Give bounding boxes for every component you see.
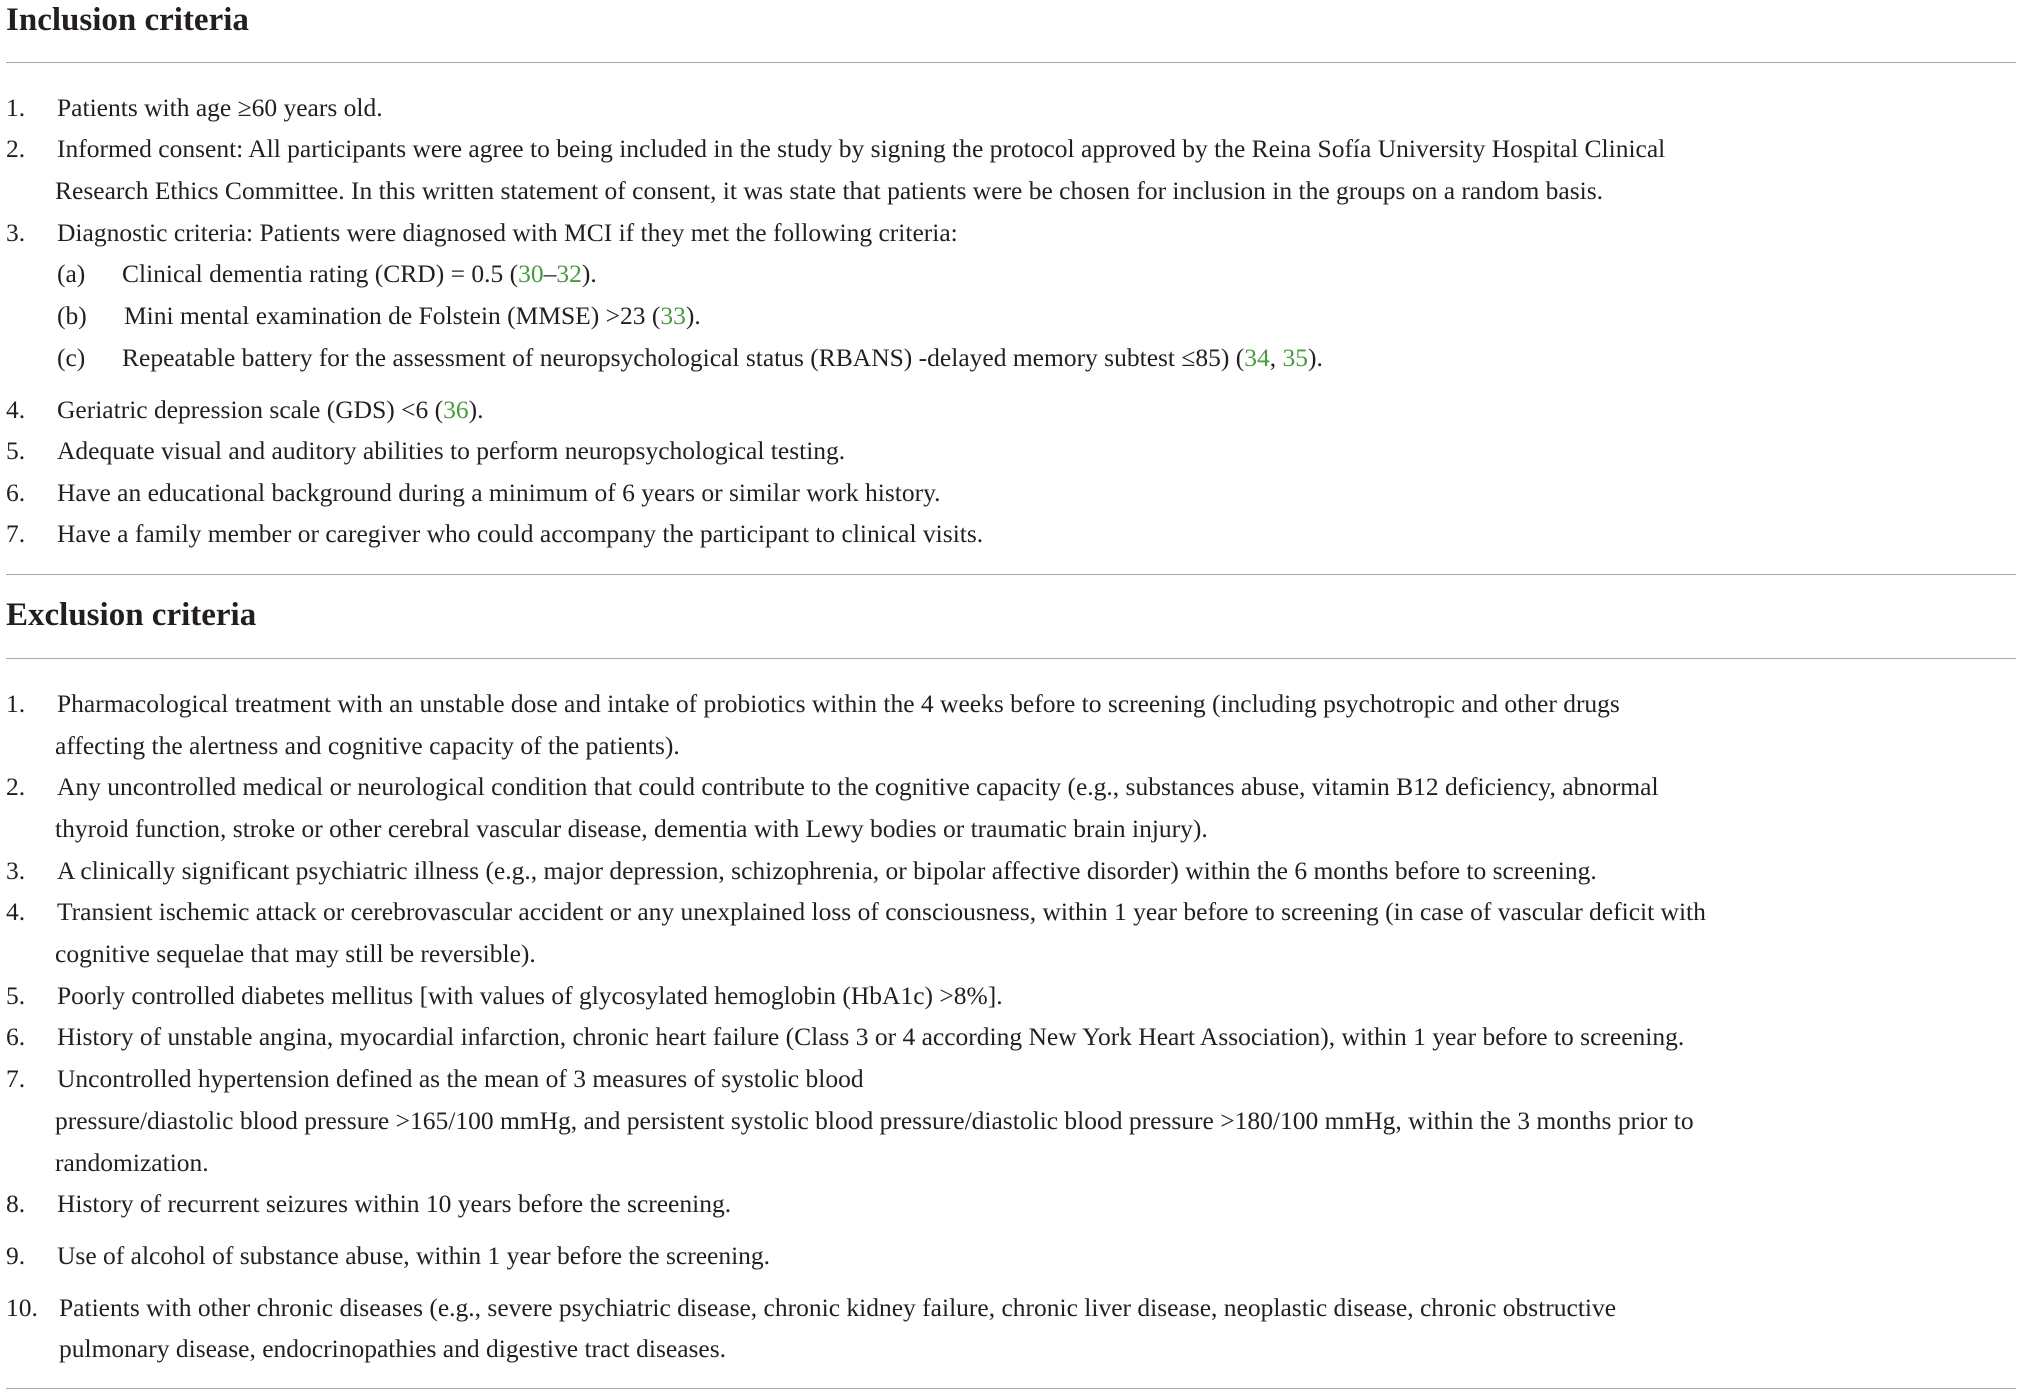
reference-link[interactable]: 34 — [1244, 343, 1270, 372]
item-number: 8. — [6, 1189, 26, 1218]
inclusion-heading-divider — [6, 62, 2016, 63]
section-divider — [6, 574, 2016, 575]
item-text: Diagnostic criteria: Patients were diagnosed with MCI if they met the following criteria: — [57, 218, 958, 247]
item-text: Poorly controlled diabetes mellitus [with values of glycosylated hemoglobin (HbA1c) >8%]. — [57, 981, 1003, 1010]
table-bottom-divider — [6, 1388, 2016, 1389]
exclusion-heading-divider — [6, 658, 2016, 659]
item-number: 4. — [6, 395, 26, 424]
item-text: Informed consent: All participants were agree to being included in the study by signing the protocol approved by the Reina Sofía University Hospital Clinical — [57, 134, 1666, 163]
item-number: 7. — [6, 1064, 26, 1093]
inclusion-heading: Inclusion criteria — [6, 2, 249, 38]
reference-link[interactable]: 30 — [518, 259, 544, 288]
item-number: 4. — [6, 897, 26, 926]
item-text: Patients with other chronic diseases (e.g., severe psychiatric disease, chronic kidney failure, chronic liver disease, neoplastic disease, chronic obstructive — [59, 1293, 1617, 1322]
subitem-label: (b) — [57, 301, 87, 330]
item-text: Transient ischemic attack or cerebrovascular accident or any unexplained loss of consciousness, within 1 year before to screening (in case of vascular deficit with — [57, 897, 1706, 926]
reference-link[interactable]: 36 — [443, 395, 469, 424]
item-text: Pharmacological treatment with an unstable dose and intake of probiotics within the 4 weeks before to screening (including psychotropic and other drugs — [57, 689, 1620, 718]
item-text-continuation: Research Ethics Committee. In this written statement of consent, it was state that patients were be chosen for inclusion in the groups on a random basis. — [55, 176, 1604, 205]
item-text-continuation: pressure/diastolic blood pressure >165/100 mmHg, and persistent systolic blood pressure/diastolic blood pressure >180/100 mmHg, within the 3 months prior to — [55, 1106, 1694, 1135]
item-number: 9. — [6, 1241, 26, 1270]
subitem-text: Repeatable battery for the assessment of neuropsychological status (RBANS) -delayed memory subtest ≤85) (34, 35). — [122, 343, 1323, 372]
item-text: A clinically significant psychiatric illness (e.g., major depression, schizophrenia, or bipolar affective disorder) within the 6 months before to screening. — [57, 856, 1597, 885]
item-text: Patients with age ≥60 years old. — [57, 93, 383, 122]
item-text: Uncontrolled hypertension defined as the mean of 3 measures of systolic blood — [57, 1064, 864, 1093]
item-text-continuation: thyroid function, stroke or other cerebral vascular disease, dementia with Lewy bodies or traumatic brain injury). — [55, 814, 1208, 843]
reference-link[interactable]: 32 — [556, 259, 582, 288]
reference-link[interactable]: 35 — [1282, 343, 1308, 372]
item-text: Have an educational background during a minimum of 6 years or similar work history. — [57, 478, 941, 507]
subitem-text: Mini mental examination de Folstein (MMSE) >23 (33). — [124, 301, 701, 330]
item-number: 6. — [6, 478, 26, 507]
item-number: 2. — [6, 134, 26, 163]
item-text-continuation: affecting the alertness and cognitive capacity of the patients). — [55, 731, 680, 760]
item-number: 2. — [6, 772, 26, 801]
item-text: History of unstable angina, myocardial infarction, chronic heart failure (Class 3 or 4 according New York Heart Association), within 1 year before to screening. — [57, 1022, 1685, 1051]
item-number: 5. — [6, 436, 26, 465]
exclusion-heading: Exclusion criteria — [6, 597, 257, 633]
item-number: 6. — [6, 1022, 26, 1051]
item-text: Use of alcohol of substance abuse, within 1 year before the screening. — [57, 1241, 771, 1270]
item-number: 3. — [6, 856, 26, 885]
item-text: Adequate visual and auditory abilities to perform neuropsychological testing. — [57, 436, 846, 465]
item-text-continuation: pulmonary disease, endocrinopathies and digestive tract diseases. — [59, 1334, 727, 1363]
item-number: 3. — [6, 218, 26, 247]
item-number: 1. — [6, 689, 26, 718]
reference-link[interactable]: 33 — [660, 301, 686, 330]
subitem-label: (a) — [57, 259, 86, 288]
item-text: Geriatric depression scale (GDS) <6 (36). — [57, 395, 484, 424]
subitem-label: (c) — [57, 343, 86, 372]
item-text: Have a family member or caregiver who could accompany the participant to clinical visits. — [57, 519, 984, 548]
item-text-continuation: cognitive sequelae that may still be reversible). — [55, 939, 536, 968]
subitem-text: Clinical dementia rating (CRD) = 0.5 (30–32). — [122, 259, 597, 288]
item-number: 7. — [6, 519, 26, 548]
item-number: 1. — [6, 93, 26, 122]
item-text: History of recurrent seizures within 10 years before the screening. — [57, 1189, 732, 1218]
item-text-continuation: randomization. — [55, 1148, 209, 1177]
item-number: 5. — [6, 981, 26, 1010]
item-number: 10. — [6, 1293, 38, 1322]
item-text: Any uncontrolled medical or neurological condition that could contribute to the cognitive capacity (e.g., substances abuse, vitamin B12 deficiency, abnormal — [57, 772, 1659, 801]
